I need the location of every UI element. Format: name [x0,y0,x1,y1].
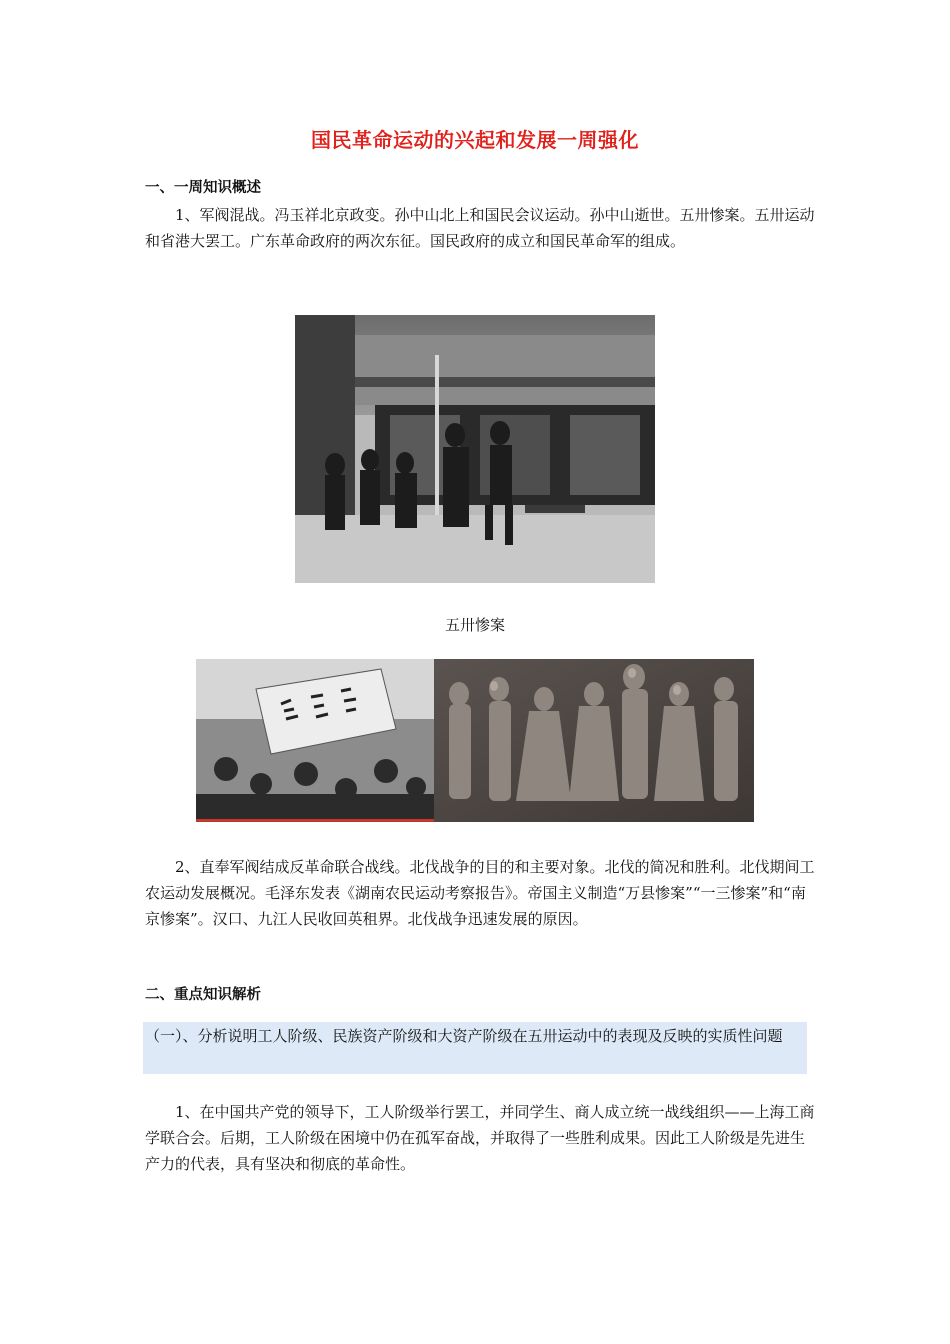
crowd-image [196,659,434,822]
may30-incident-photo [295,315,655,583]
analysis-subheading: （一）、分析说明工人阶级、民族资产阶级和大资产阶级在五卅运动中的表现及反映的实质性问题 [145,1027,783,1045]
photo-caption: 五卅惨案 [444,616,505,634]
section-heading-analysis: 二、重点知识解析 [145,987,261,1003]
relief-sculpture-photo [434,659,754,822]
protest-crowd-photo [196,659,434,822]
paragraph-overview-2: 2、直奉军阀结成反革命联合战线。北伐战争的目的和主要对象。北伐的简况和胜利。北伐期间工农运动发展概况。毛泽东发表《湖南农民运动考察报告》。帝国主义制造“万县惨案”“一三惨案”和“南京惨案”。汉口、九江人民收回英租界。北伐战争迅速发展的原因。 [145,858,815,928]
street-scene-image [295,315,655,583]
paragraph-overview-1: 1、军阀混战。冯玉祥北京政变。孙中山北上和国民会议运动。孙中山逝世。五卅惨案。五卅运动和省港大罢工。广东革命政府的两次东征。国民政府的成立和国民革命军的组成。 [145,206,815,250]
paragraph-analysis-1: 1、在中国共产党的领导下，工人阶级举行罢工，并同学生、商人成立统一战线组织——上海工商学联合会。后期，工人阶级在困境中仍在孤军奋战，并取得了一些胜利成果。因此工人阶级是先进生产力的代表，具有坚决和彻底的革命性。 [145,1103,815,1173]
document-title: 国民革命运动的兴起和发展一周强化 [311,128,639,152]
relief-image [434,659,754,822]
section-heading-overview: 一、一周知识概述 [145,180,261,196]
